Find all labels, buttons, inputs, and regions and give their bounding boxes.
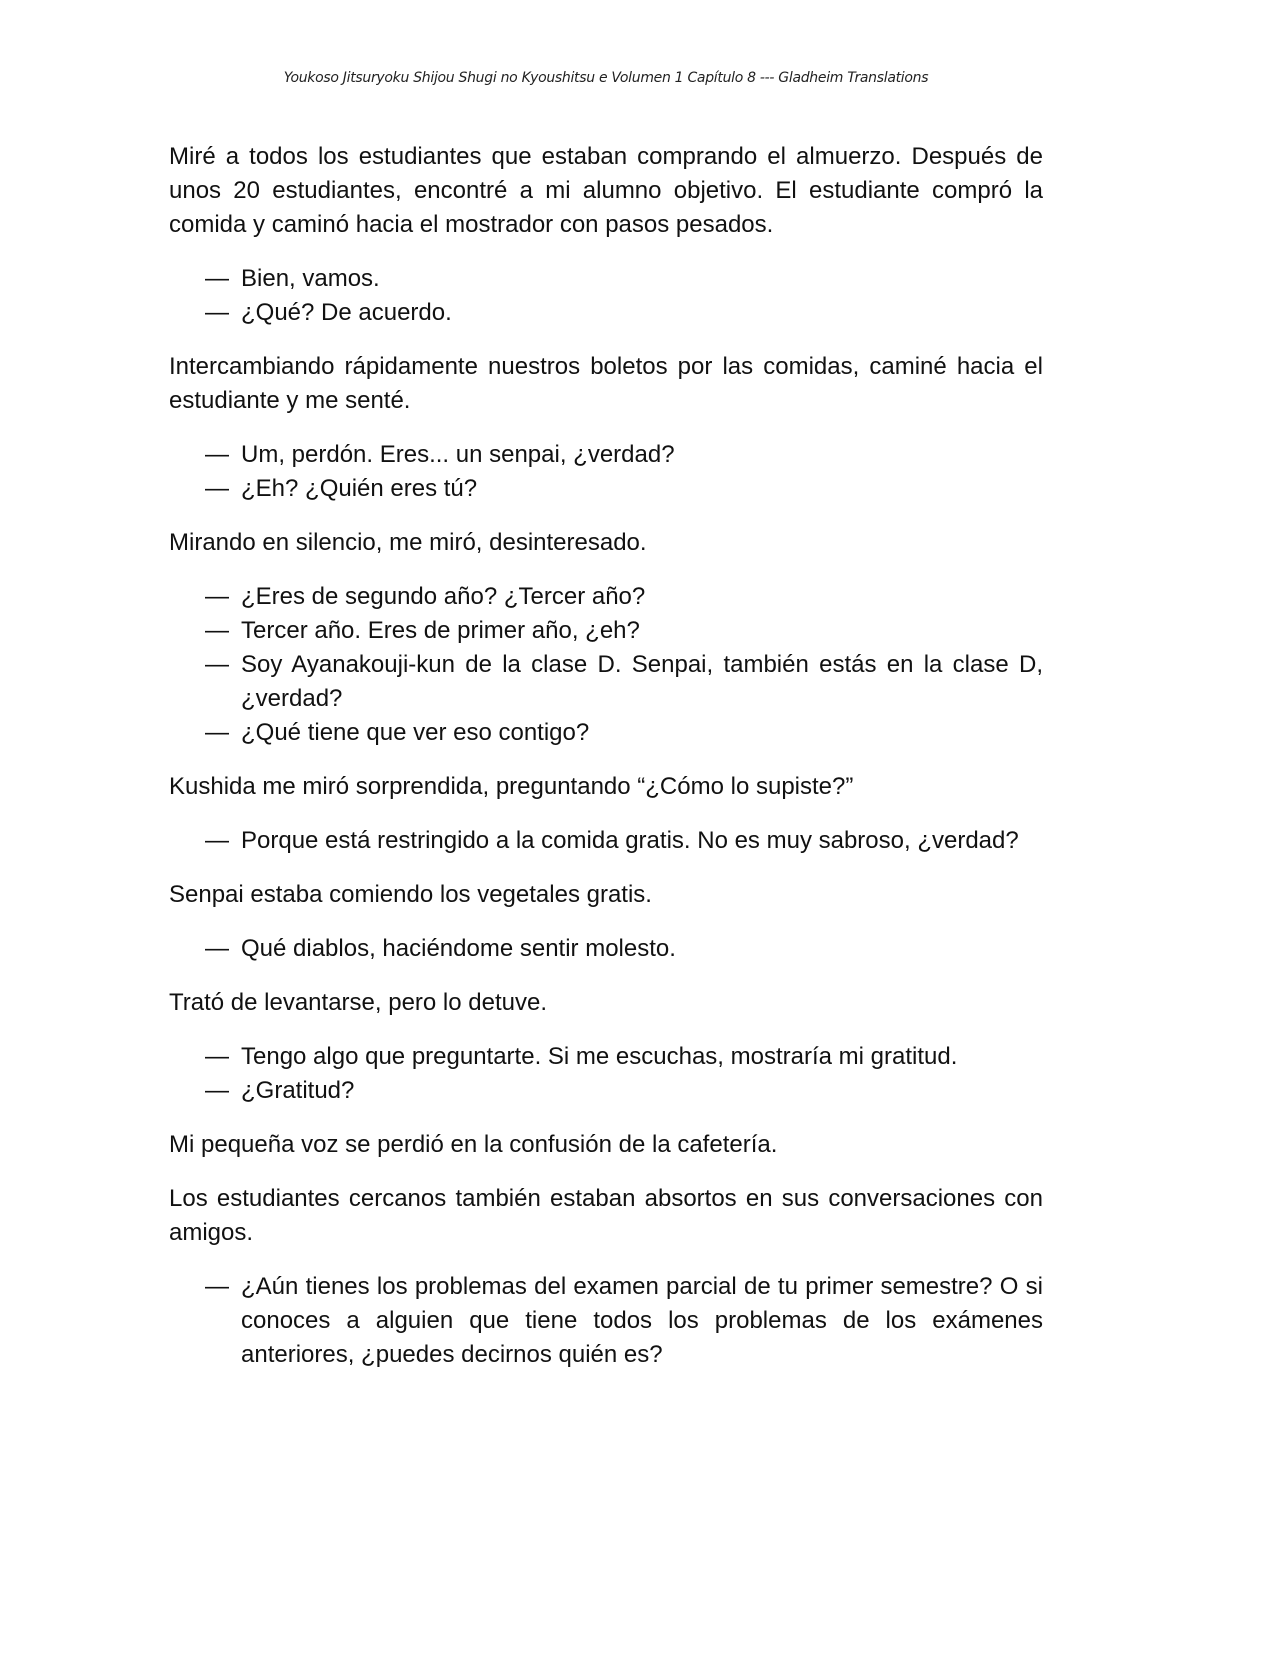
dialogue-text: Tengo algo que preguntarte. Si me escuchas, mostraría mi gratitud. <box>241 1043 958 1070</box>
dialogue-line <box>169 296 1043 330</box>
dialogue-text: Tercer año. Eres de primer año, ¿eh? <box>241 617 640 644</box>
dialogue-line <box>169 1040 1043 1074</box>
dialogue-line <box>169 1270 1043 1372</box>
dialogue-dash: — <box>205 1273 229 1300</box>
dialogue-text: Um, perdón. Eres... un senpai, ¿verdad? <box>241 441 675 468</box>
dialogue-text: ¿Gratitud? <box>241 1077 355 1104</box>
dialogue-group <box>169 580 1043 750</box>
dialogue-line <box>169 824 1043 858</box>
dialogue-group <box>169 932 1043 966</box>
paragraph: Intercambiando rápidamente nuestros boletos por las comidas, caminé hacia el estudiante y me senté. <box>169 353 1043 414</box>
dialogue-text: ¿Qué tiene que ver eso contigo? <box>241 719 590 746</box>
dialogue-text: ¿Eres de segundo año? ¿Tercer año? <box>241 583 646 610</box>
dialogue-line <box>169 648 1043 716</box>
paragraph: Mirando en silencio, me miró, desinteresado. <box>169 529 647 556</box>
page-header: Youkoso Jitsuryoku Shijou Shugi no Kyoushitsu e Volumen 1 Capítulo 8 --- Gladheim Translations <box>283 70 929 86</box>
document-body <box>169 140 1043 1392</box>
dialogue-dash: — <box>205 265 229 292</box>
dialogue-text: ¿Qué? De acuerdo. <box>241 299 452 326</box>
paragraph: Trató de levantarse, pero lo detuve. <box>169 989 547 1016</box>
paragraph: Mi pequeña voz se perdió en la confusión de la cafetería. <box>169 1131 778 1158</box>
dialogue-line <box>169 932 1043 966</box>
paragraph: Kushida me miró sorprendida, preguntando “¿Cómo lo supiste?” <box>169 773 854 800</box>
dialogue-dash: — <box>205 475 229 502</box>
dialogue-text: Porque está restringido a la comida gratis. No es muy sabroso, ¿verdad? <box>241 827 1019 854</box>
dialogue-line <box>169 472 1043 506</box>
dialogue-line <box>169 1074 1043 1108</box>
dialogue-line <box>169 580 1043 614</box>
dialogue-line <box>169 438 1043 472</box>
dialogue-dash: — <box>205 1043 229 1070</box>
dialogue-dash: — <box>205 935 229 962</box>
dialogue-text: Qué diablos, haciéndome sentir molesto. <box>241 935 676 962</box>
dialogue-dash: — <box>205 719 229 746</box>
dialogue-group <box>169 1040 1043 1108</box>
dialogue-line <box>169 262 1043 296</box>
dialogue-text: ¿Eh? ¿Quién eres tú? <box>241 475 478 502</box>
dialogue-text: Bien, vamos. <box>241 265 380 292</box>
dialogue-line <box>169 614 1043 648</box>
dialogue-line <box>169 716 1043 750</box>
dialogue-group <box>169 262 1043 330</box>
dialogue-text: ¿Aún tienes los problemas del examen parcial de tu primer semestre? O si conoces a alguien que tiene todos los problemas de los exámenes anteriores, ¿puedes decirnos quién es? <box>241 1273 1043 1368</box>
dialogue-group <box>169 1270 1043 1372</box>
dialogue-group <box>169 824 1043 858</box>
paragraph: Miré a todos los estudiantes que estaban comprando el almuerzo. Después de unos 20 estudiantes, encontré a mi alumno objetivo. El estudiante compró la comida y caminó hacia el mostrador con pasos pesados. <box>169 143 1043 238</box>
dialogue-dash: — <box>205 583 229 610</box>
dialogue-dash: — <box>205 441 229 468</box>
dialogue-dash: — <box>205 299 229 326</box>
dialogue-dash: — <box>205 651 229 678</box>
dialogue-dash: — <box>205 827 229 854</box>
dialogue-text: Soy Ayanakouji-kun de la clase D. Senpai, también estás en la clase D, ¿verdad? <box>241 651 1043 712</box>
paragraph: Los estudiantes cercanos también estaban absortos en sus conversaciones con amigos. <box>169 1185 1043 1246</box>
dialogue-group <box>169 438 1043 506</box>
dialogue-dash: — <box>205 617 229 644</box>
dialogue-dash: — <box>205 1077 229 1104</box>
paragraph: Senpai estaba comiendo los vegetales gratis. <box>169 881 652 908</box>
